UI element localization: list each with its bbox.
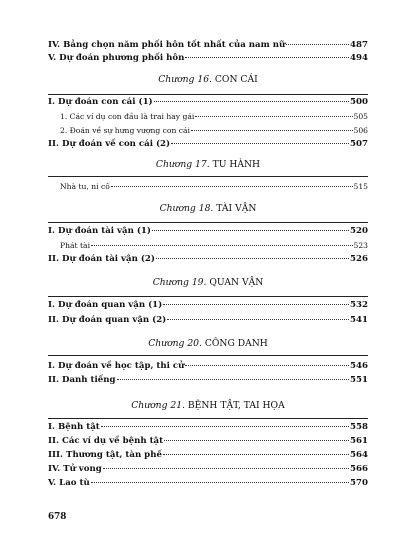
entry-title: 1. Các ví dụ con đầu là trai hay gái bbox=[60, 112, 195, 121]
toc-entry bbox=[48, 226, 368, 237]
section-rule bbox=[48, 296, 368, 297]
dot-leader bbox=[185, 365, 349, 366]
chapter-title: BỆNH TẬT, TAI HỌA bbox=[187, 400, 285, 411]
chapter-label: Chương 17. bbox=[155, 159, 210, 170]
toc-entry bbox=[60, 240, 368, 251]
toc-entry bbox=[48, 97, 368, 108]
entry-page: 551 bbox=[350, 375, 368, 385]
toc-entry bbox=[48, 422, 368, 433]
entry-page: 520 bbox=[350, 226, 368, 236]
entry-title: Nhà tu, ni cô bbox=[60, 182, 110, 191]
toc-entry bbox=[48, 254, 368, 265]
toc-entry bbox=[48, 53, 368, 64]
entry-page: 500 bbox=[350, 97, 368, 107]
dot-leader bbox=[195, 116, 352, 117]
entry-title: IV. Bảng chọn năm phối hôn tốt nhất của nam nữ bbox=[48, 40, 286, 50]
dot-leader bbox=[91, 245, 352, 246]
dot-leader bbox=[103, 468, 349, 469]
entry-title: I. Dự đoán tài vận (1) bbox=[48, 226, 151, 236]
chapter-title: TÀI VẬN bbox=[216, 203, 257, 214]
toc-entry bbox=[48, 300, 368, 311]
entry-title: III. Thương tật, tàn phế bbox=[48, 450, 162, 460]
page-number: 678 bbox=[48, 512, 67, 522]
entry-title: I. Dự đoán về học tập, thi cử bbox=[48, 361, 185, 371]
chapter-label: Chương 18. bbox=[159, 203, 214, 214]
entry-title: I. Dự đoán quan vận (1) bbox=[48, 300, 163, 310]
chapter-label: Chương 21. bbox=[131, 400, 185, 411]
chapter-heading bbox=[48, 74, 368, 86]
entry-page: 570 bbox=[350, 478, 368, 488]
entry-page: 515 bbox=[353, 182, 368, 191]
toc-entry bbox=[48, 375, 368, 386]
entry-page: 523 bbox=[353, 241, 368, 250]
entry-page: 546 bbox=[350, 361, 368, 371]
entry-title: 2. Đoán về sự hưng vượng con cái bbox=[60, 126, 190, 135]
chapter-heading bbox=[48, 203, 368, 215]
entry-title: II. Dự đoán quan vận (2) bbox=[48, 315, 167, 325]
entry-title: V. Dự đoán phương phối hôn bbox=[48, 53, 185, 63]
toc-entry bbox=[48, 315, 368, 326]
entry-title: IV. Tử vong bbox=[48, 464, 102, 474]
toc-entry bbox=[48, 361, 368, 372]
toc-entry bbox=[48, 450, 368, 461]
chapter-label: Chương 16. bbox=[158, 74, 212, 85]
entry-title: II. Dự đoán về con cái (2) bbox=[48, 139, 171, 149]
entry-page: 507 bbox=[350, 139, 368, 149]
section-rule bbox=[48, 94, 368, 95]
dot-leader bbox=[163, 304, 349, 305]
entry-page: 532 bbox=[350, 300, 368, 310]
chapter-heading bbox=[48, 277, 368, 289]
chapter-label: Chương 19. bbox=[152, 277, 207, 288]
chapter-title: CÔNG DANH bbox=[204, 338, 268, 349]
entry-page: 564 bbox=[350, 450, 368, 460]
dot-leader bbox=[164, 440, 349, 441]
dot-leader bbox=[101, 426, 349, 427]
dot-leader bbox=[167, 319, 349, 320]
entry-page: 494 bbox=[350, 53, 368, 63]
dot-leader bbox=[191, 130, 353, 131]
dot-leader bbox=[286, 44, 349, 45]
toc-entry bbox=[48, 464, 368, 475]
dot-leader bbox=[185, 57, 349, 58]
entry-page: 541 bbox=[350, 315, 368, 325]
dot-leader bbox=[171, 143, 349, 144]
dot-leader bbox=[152, 230, 349, 231]
toc-entry bbox=[48, 478, 368, 489]
entry-title: I. Bệnh tật bbox=[48, 422, 100, 432]
chapter-title: QUAN VẬN bbox=[209, 277, 264, 288]
chapter-heading bbox=[48, 400, 368, 412]
entry-page: 487 bbox=[350, 40, 368, 50]
entry-title: II. Dự đoán tài vận (2) bbox=[48, 254, 155, 264]
chapter-label: Chương 20. bbox=[148, 338, 202, 349]
entry-title: V. Lao tù bbox=[48, 478, 90, 488]
entry-title: II. Danh tiếng bbox=[48, 375, 116, 385]
chapter-title: CON CÁI bbox=[214, 74, 258, 85]
toc-entry bbox=[60, 111, 368, 122]
toc-entry bbox=[60, 181, 368, 192]
section-rule bbox=[48, 418, 368, 419]
section-rule bbox=[48, 222, 368, 223]
toc-entry bbox=[48, 139, 368, 150]
toc-entry bbox=[48, 40, 368, 51]
entry-title: II. Các ví dụ về bệnh tật bbox=[48, 436, 164, 446]
toc-entry bbox=[60, 125, 368, 136]
dot-leader bbox=[156, 258, 349, 259]
chapter-heading bbox=[48, 338, 368, 350]
entry-page: 558 bbox=[350, 422, 368, 432]
dot-leader bbox=[91, 482, 349, 483]
chapter-heading bbox=[48, 159, 368, 171]
dot-leader bbox=[154, 101, 349, 102]
entry-page: 505 bbox=[353, 112, 368, 121]
dot-leader bbox=[163, 454, 349, 455]
entry-page: 566 bbox=[350, 464, 368, 474]
entry-title: Phát tài bbox=[60, 241, 91, 250]
toc-entry bbox=[48, 436, 368, 447]
dot-leader bbox=[117, 379, 350, 380]
section-rule bbox=[48, 176, 368, 177]
chapter-title: TU HÀNH bbox=[212, 159, 261, 170]
section-rule bbox=[48, 355, 368, 356]
entry-title: I. Dự đoán con cái (1) bbox=[48, 97, 153, 107]
dot-leader bbox=[111, 186, 353, 187]
entry-page: 506 bbox=[353, 126, 368, 135]
entry-page: 526 bbox=[350, 254, 368, 264]
entry-page: 561 bbox=[350, 436, 368, 446]
